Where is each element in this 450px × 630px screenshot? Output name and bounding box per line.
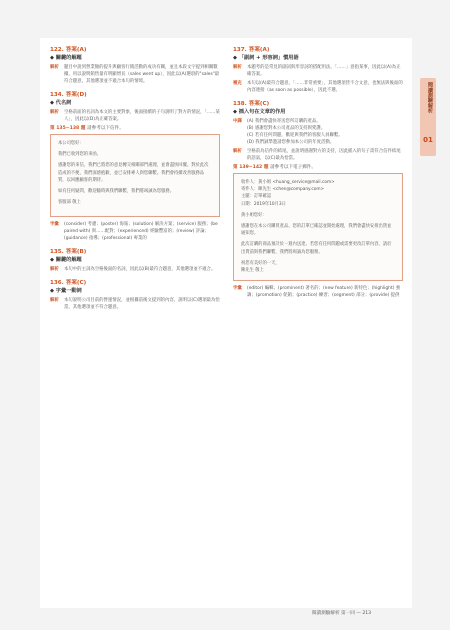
vocab-left-text: (consider) 考慮；(poster) 海報；(solution) 解決方案；(service) 服務；(be paired with) 與……配對；(experienced) 經驗豐富的；(review) 評論；(guidance) 指導；(professional) 專業的 [64, 222, 218, 242]
side-tab-number: 01 [423, 136, 433, 144]
vocab-left [50, 221, 220, 242]
email-subject: 主題：訂單確認 [241, 194, 272, 200]
q134-explanation [50, 109, 220, 123]
q122-heading: 122. 答案(A) [50, 47, 87, 53]
q136-subheading: ◆ 字彙一動詞 [50, 288, 82, 295]
email-date: 日期：2019年10月3日 [241, 201, 286, 207]
vocab-tag: 字彙 [233, 286, 242, 292]
letter-box-left [50, 134, 220, 217]
q136-explanation-text: 本句說明公司目前的營運情況，並根據前後文提到的內容，說明以(C)選項最為恰當，其他選項並不符合題意。 [64, 298, 220, 311]
q137-explanation-text: 本題考的是常見的副詞與形容詞的搭配用法，「……」意指某事，因此以(A)為正確答案。 [247, 65, 401, 77]
q138-subheading: ◆ 插入句在文章的作用 [233, 109, 286, 115]
q137-heading: 137. 答案(A) [233, 47, 270, 53]
email-box-right [233, 173, 403, 281]
explanation-tag: 解析 [50, 267, 59, 273]
q135-explanation-text: 本句中的主詞為空格後面的名詞，因此以(B)最符合題意，其他選項並不適合。 [64, 267, 216, 273]
right-column [233, 46, 403, 301]
q122-explanation-text: 題目中說到營業額的提升與顧客行銷活動的成功有關，並且本段文字提到相關數據，用以說明銷售量有明顯增長（sales went up），因此以(A)選項的"sales"最符合題意，其他選項並不適合本句的情境。 [64, 65, 220, 84]
q138-explanation-text: 空格前為信件的結尾，並說明感謝對方的支持，因此插入的句子需符合信件結尾的語氣，以(C)最為恰當。 [247, 149, 401, 161]
letter-signoff: 客服部 敬上 [58, 200, 81, 206]
q137-explanation [233, 64, 403, 78]
translation-tag: 中譯 [233, 119, 242, 124]
q135-subheading: ◆ 關鍵的解題 [50, 257, 82, 264]
explanation-tag: 補充 [233, 81, 242, 86]
explanation-tag: 解析 [233, 149, 242, 154]
q135-explanation [50, 266, 220, 273]
email-from: 寄件人：陳先生 <chen@company.com> [241, 187, 325, 193]
passage-label-139 [233, 164, 403, 171]
passage-range: 第 135~138 題 [50, 126, 86, 131]
explanation-tag: 解析 [233, 65, 242, 70]
email-paragraph: 此次訂購的商品預計於一週內送達。若您有任何問題或需要更改訂單內容，請於出貨前與我們聯繫，我們將竭誠為您服務。 [241, 242, 392, 255]
option-b: (B) 感謝您對本公司產品的支持與愛護。 [247, 126, 326, 131]
q135-heading: 135. 答案(B) [50, 249, 87, 256]
passage-label-135 [50, 125, 220, 132]
page [40, 38, 433, 608]
q137-subheading: ◆ 「副詞 + 形容詞」慣用語 [233, 55, 299, 61]
vocab-right-text: (editor) 編輯；(prominent) 著名的；(new feature) 新特色；(highlight) 強調；(promotion) 促銷；(practice) 練習；(segment) 部分；(provide) 提供 [247, 286, 401, 299]
option-c: (C) 若有任何問題，歡迎與我們的客服人員聯繫。 [247, 133, 343, 138]
q134-heading: 134. 答案(D) [50, 92, 87, 98]
q137-explanation-text-2: 本句以(A)最符合題意，「……非常重要」，其他選項皆不合文意，也無法與後面的內容連接（as soon as possible），因此不選。 [247, 81, 403, 93]
vocab-right [233, 285, 403, 299]
email-to: 收件人：黃小姐 <huang_service@mail.com> [241, 180, 335, 185]
passage-range: 第 139~142 題 [233, 165, 269, 170]
chapter-side-tab [420, 78, 436, 156]
email-paragraph: 感謝您在本公司購買產品。您的訂單已確認並開始處理，我們會盡快安排出貨並通知您。 [241, 224, 392, 237]
letter-greeting: 本公司您好： [58, 141, 84, 146]
passage-note: 請參考以下信件。 [87, 126, 124, 131]
q137-explanation-2 [233, 80, 403, 94]
q138-option-list [247, 118, 403, 146]
q122-subheading: ◆ 關鍵的解題 [50, 55, 82, 61]
option-d: (D) 我們誠摯邀請您參加本公司的年度活動。 [247, 140, 335, 145]
q134-explanation-text: 空格前面的名詞為本文的主要對象，後面接續的子句說明了對方的情況，「……某人」，因此以(D)為正確答案。 [64, 110, 220, 122]
vocab-tag: 字彙 [50, 222, 59, 228]
q138-explanation [233, 148, 403, 162]
email-signature: 陳先生 敬上 [241, 268, 264, 274]
email-greeting: 黃小姐您好： [241, 212, 267, 218]
letter-paragraph: 感謝您的來信，我們已將您的意見轉交相關部門處理，並會盡快回覆。對於此次造成的不便，我們深感抱歉，並已安排專人與您聯繫。我們會持續改善服務品質，以回應顧客的期待。 [58, 163, 209, 183]
passage-note: 請參考以下電子郵件。 [270, 165, 316, 170]
q136-explanation [50, 297, 220, 311]
option-a: (A) 我們會盡快寄送您所訂購的產品。 [247, 119, 321, 124]
q138-options [233, 118, 403, 146]
left-column [50, 46, 220, 313]
email-closing: 祝您有美好的一天， [241, 260, 280, 266]
q122-explanation [50, 64, 220, 85]
explanation-tag: 解析 [50, 65, 59, 70]
explanation-tag: 解析 [50, 298, 59, 304]
letter-paragraph: 如有任何疑問，歡迎隨時與我們聯繫，我們將竭誠為您服務。 [58, 189, 175, 195]
q136-heading: 136. 答案(C) [50, 280, 87, 287]
side-tab-label: 閱讀測驗解析 [427, 82, 433, 114]
page-footer: 閱讀測驗解析 第一回 — 213 [312, 611, 372, 616]
explanation-tag: 解析 [50, 110, 59, 115]
q134-subheading: ◆ 代名詞 [50, 100, 72, 106]
letter-line: 我們已收到您的來函。 [58, 152, 101, 158]
q138-heading: 138. 答案(C) [233, 101, 270, 107]
